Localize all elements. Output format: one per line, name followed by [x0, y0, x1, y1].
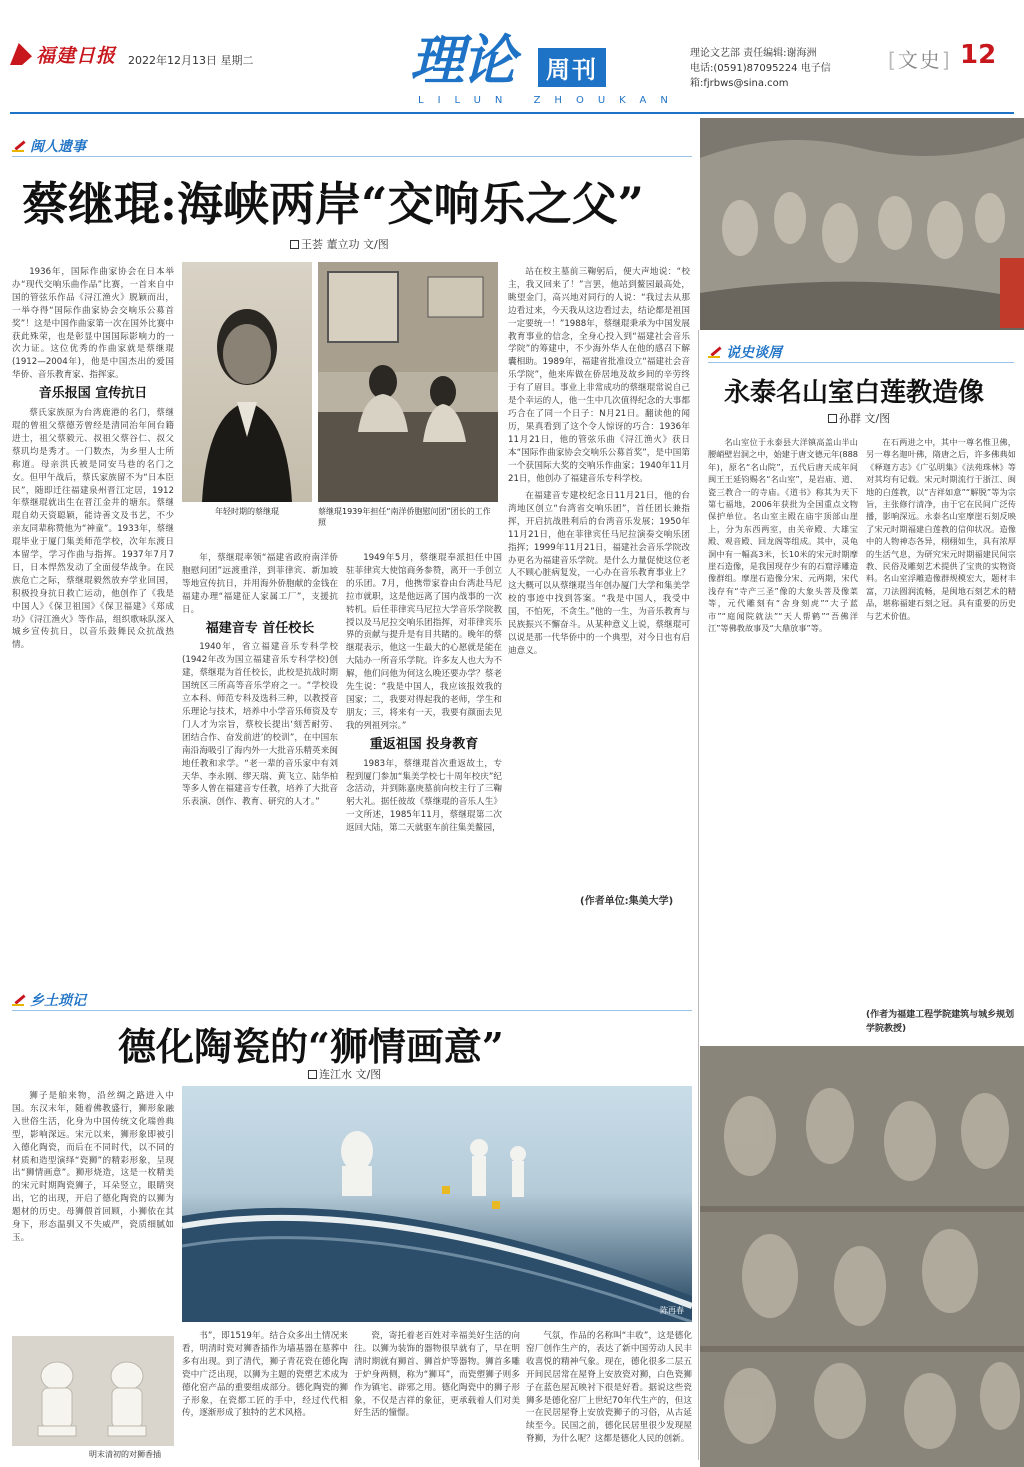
article2-column-1: 名山室位于永泰县大洋镇高盖山半山腰峭壁岩洞之中，始建于唐文德元年(888年)，原名“名山院”，五代后唐天成年间闽王王延钧赐名“名山室”，是岩庙、道、瓷三教合一的寺庙。《道书》称其为天下第七福地，2006年获批为全国重点文物保护单位。名山室主殿在庙宇顶部山崖上，分为东西两室，由关帝殿、大雄宝殿、观音殿、回龙阁等组成。其中，灵龟洞中有一幅高3米，长10米的宋元时期摩崖石造像，是我国现存少有的石窟浮雕造像群组。摩崖石造像分宋、元两期，宋代浅存有“寺产三圣”像的大象头菩及像菜等，元代雕刻有“舍身刻虎”“大子蓝市”“庭闻院就法”“天人帮鹤”“吾佛洋江”等佛教故事及“大鼎放事”等。: [708, 437, 858, 634]
office-caption: 蔡继琨1939年担任“南洋侨胞慰问团”团长的工作照: [318, 507, 491, 527]
column-divider: [698, 330, 699, 1460]
photo-credit: 陈再春: [660, 1306, 684, 1315]
subhead-2: 福建音专 首任校长: [205, 620, 315, 636]
article2-column-2: 在石两进之中，其中一尊名惟卫佛，另一尊名迦叶佛，隋唐之后，许多佛典如《释迦方志》《广弘明集》《法苑珠林》等对其均有记载。宋元时期流行于浙江、闽地的白莲教，以“吉祥如意”“解脱”等为宗旨，主张修行清净，由于它在民间广泛传播，影响深远。永泰名山室摩崖石刻反映了宋元时期福建白莲教的信仰状况。造像中的人物神态各异，栩栩如生，具有浓厚的生活气息，为研究宋元时期福建民间宗教、民俗及雕刻艺术提供了宝贵的实物资料。名山室浮雕造像群规模宏大，题材丰富，刀法圆润流畅，是闽地石刻艺术的精品，堪称福建石刻之冠。具有重要的历史与艺术价值。: [866, 437, 1016, 621]
article3-headline: 德化陶瓷的“狮情画意”: [118, 1024, 504, 1069]
lion-incense-holder-art: [12, 1336, 174, 1446]
article1-column-3: 1949年5月，蔡继琨奉派担任中国驻菲律宾大使馆商务参赞，离开一手创立的乐团。7月，他携带家眷由台湾赴马尼拉市就职，这是他远离了国内战事的一次转机。后任菲律宾马尼拉大学音乐学院教授以及马尼拉交响乐团指挥，对菲律宾乐界的贡献与提升是有目共睹的。晚年的蔡继琨表示，他这一生最大的心愿就是能在大陆办一所音乐学院。许多友人也大为不解，他们问他为何这么晚还要办学？蔡老先生说：“我是中国人，我应该报效我的国家；二，我要对得起我的老师，学生和朋友；三，将来有一天，我要有颜面去见我的列祖列宗。” 重返祖国 投身教育 1983年，蔡继琨首次重返故土，专程到厦门参加“集美学校七十周年校庆”纪念活动，并到陈嘉庚墓前向校主行了三鞠躬大礼。据任彼故《蔡继琨的音乐人生》一文所述，1985年11月，蔡继琨第二次返回大陆，第二天就驱车前往集美鳌园，: [346, 553, 502, 834]
column-tag-2: [708, 342, 782, 362]
article3-column-4: 气氛，作品的名称叫“丰收”，这是德化窑厂创作生产的，表达了新中国劳动人民丰收喜悦的精神气象。现在，德化很多二层五开间民居常在屋脊上安放瓷对狮，白色瓷狮子在蓝色屋瓦映衬下很是好看。据说这些瓷狮多是德化窑厂上世纪70年代生产的，但这一在民居屋脊上安放瓷狮子的习俗，从古延续至今。民国之前，德化民居里很少发现屋脊狮，为什么呢？这都是德化人民的创新。: [526, 1331, 692, 1445]
section-pinyin: LILUN ZHOUKAN: [418, 95, 682, 106]
subhead-1: 音乐报国 宣传抗日: [38, 386, 148, 402]
lion-incense-caption: 明末清初的对狮香插: [89, 1450, 161, 1459]
dateline: 2022年12月13日 星期二: [128, 54, 254, 67]
masthead-rule: [10, 112, 1014, 114]
rock-carving-photo-top: [700, 118, 1024, 330]
column-tag-label: 乡土琐记: [30, 993, 86, 1009]
rock-carving-art-bottom: [700, 1046, 1024, 1467]
article1-headline: 蔡继琨:海峡两岸“交响乐之父”: [22, 177, 644, 231]
column-tag-label: 闽人遗事: [30, 139, 86, 155]
subhead-3: 重返祖国 投身教育: [369, 736, 479, 752]
pen-icon: [708, 345, 722, 359]
logo-flag-icon: [10, 43, 32, 65]
portrait-photo: [182, 262, 312, 502]
office-photo: [318, 262, 498, 502]
section-title: [410, 18, 650, 92]
editor-line-2: 电话:(0591)87095224 电子信箱:fjrbws@sina.com: [690, 63, 831, 89]
logo-text: 福建日报: [36, 44, 117, 67]
portrait-caption: 年轻时期的蔡继琨: [215, 507, 279, 516]
roof-lion-photo: [182, 1086, 692, 1322]
portrait-photo-art: [182, 262, 312, 502]
article3-column-2: 书”，即1519年。结合众多出土情况来看，明清时瓷对狮香插作为墙基器在墓葬中多有出现。到了清代，狮子青花瓷在德化陶瓷中广泛出现，以狮为主题的瓷塑艺术成为德化窑产品的重要组成部分。德化陶瓷的狮子形象，在瓷都工匠的手中，经过代代相传，逐渐形成了独特的艺术风格。: [182, 1331, 348, 1419]
tag-rule: [12, 156, 692, 157]
article2-headline: 永泰名山室白莲教造像: [724, 378, 985, 408]
rock-carving-art-top: [700, 118, 1024, 330]
pen-icon: [12, 993, 26, 1007]
pen-icon: [12, 139, 26, 153]
page-category: [文史]: [888, 48, 952, 72]
section-title-big: 理论: [410, 28, 514, 92]
editor-line-1: 理论文艺部 责任编辑:谢海洲: [690, 48, 817, 59]
byline-box-icon: [290, 240, 299, 249]
article1-byline: 王荟 董立功 文/图: [290, 236, 389, 252]
newspaper-logo: [10, 40, 130, 68]
article3-column-1: 狮子是舶来物，沿丝绸之路进入中国。东汉末年，随着佛教盛行，狮形象融入世俗生活，化身为中国传统文化瑞兽典型，影响深远。宋元以来，狮形象即被引入德化陶瓷，而后在不同时代，以不同的材质和造型演绎“瓷狮”的精彩形象，呈现出“狮情画意”。狮形烧造，这是一枚精美的宋元时期陶瓷狮子，耳朵竖立，眼睛突出，它的出现，开启了德化陶瓷的以狮为题材的历史。母狮偎首回顾，小狮依在其身下，形态温驯又不失威严，瓷质细腻如玉。: [12, 1091, 174, 1243]
byline-box-icon: [308, 1070, 317, 1079]
article2-author-note: (作者为福建工程学院建筑与城乡规划学院教授): [866, 1010, 1015, 1034]
page-number: 12: [960, 40, 997, 70]
article3-byline: 连江水 文/图: [308, 1066, 381, 1082]
article1-column-5: 在福建音专建校纪念日11月21日，他的台湾地区创立“台湾省交响乐团”，首任团长兼指挥，开启抗战胜利后的台湾音乐发展；1950年11月21日，他在菲律宾任马尼拉演奏交响乐团指挥；1999年11月21日，福建社会音乐学院改办更名为福建音乐学院。是什么力量促使这位老人不顾心脏病复发，一心办在音乐教育事业上？这大概可以从蔡继琨当年创办厦门大学和集美学校的事迹中找到答案。“我是中国人，我受中国，不怕死，不贪生。”他的一生，为音乐教育与民族振兴不懈奋斗。从某种意义上说，蔡继琨可以说是那一代华侨中的一个典型，对今日也有启迪意义。: [508, 491, 690, 656]
section-title-box: 周刊: [538, 48, 606, 87]
office-photo-art: [318, 262, 498, 502]
byline-box-icon: [828, 414, 837, 423]
editor-info: [690, 46, 890, 91]
tag-rule: [12, 1010, 692, 1011]
roof-lion-art: [182, 1086, 692, 1322]
article2-byline: 孙群 文/图: [828, 410, 890, 426]
article3-column-3: 瓷，寄托着老百姓对幸福美好生活的向往。以狮为装饰的器物很早就有了，早在明清时期就有狮首、狮首炉等器物。狮首多雕于炉身两侧，称为“狮耳”，而瓷塑狮子则多作为镇宅、辟邪之用。德化陶瓷中的狮子形象，不仅是吉祥的象征，更承载着人们对美好生活的憧憬。: [354, 1331, 520, 1419]
column-tag-3: [12, 990, 86, 1010]
article1-column-4: 站在校主墓前三鞠躬后，便大声地说：“校主，我又回来了！”言罢，他站到鳌园最高处，眺望金门，高兴地对同行的人说：“我过去从那边看过来，今天我从这边看过去，结论都是祖国一定要统一！”1988年，蔡继琨秉承为中国发展教育事业的信念，全身心投入到“福建社会音乐学院”的筹建中，不少海外华人在他的感召下解囊相助。1989年，福建省批准设立“福建社会音乐学院”，他来库做在侨居地及故乡间的辛劳终于有了眉目。事业上非常成功的蔡继琨常说自己是个幸运的人，他一生中几次值得纪念的大事都巧合在了同一个日子：N月21日。翻读他的闻历，果真看到了这个令人惊讶的巧合：1936年11月21日，他的管弦乐曲《浔江渔火》获日本“国际作曲家协会交响乐公募首奖”，是中国第一个获国际大奖的交响乐作曲家；1940年11月21日，他创办了福建音乐专科学校。: [508, 267, 690, 484]
article1-column-2: 年，蔡继琨率领“福建省政府南洋侨胞慰问团”远渡重洋，到菲律宾、新加坡等地宣传抗日，并用海外侨胞献的金钱在福建办理“福建征人家属工厂”，支援抗日。 福建音专 首任校长 1940年，省立福建音乐专科学校(1942年改为国立福建音乐专科学校)创建，蔡继琨为首任校长，此校是抗战时期国统区三所高等音乐学府之一。“学校设立本科、师范专科及选科三种，以教授音乐理论与技术，培养中小学音乐师资及专门人才为宗旨，蔡校长提出‘刻苦耐劳、团结合作、奋发前进’的校训”，在中国东南沿海吸引了海内外一大批音乐精英来闽地任教和求学。“老一辈的音乐家中有刘天华、李永刚、缪天瑞、黄飞立、陆华柏等多人曾在福建音专任教，培养了大批音乐表演、创作、教育、研究的人才。”: [182, 553, 338, 808]
page-category-label: 文史: [897, 48, 942, 72]
rock-carving-photo-bottom: [700, 1046, 1024, 1467]
tag-rule: [708, 362, 1014, 363]
column-tag-label: 说史谈屑: [726, 345, 782, 361]
column-tag-1: [12, 136, 86, 156]
article1-column-1: 1936年，国际作曲家协会在日本举办“现代交响乐曲作品”比赛，一首来自中国的管弦乐作品《浔江渔火》脱颖而出，一举夺得“国际作曲家协会交响乐公募首奖”！这是中国作曲家第一次在国外比赛中获此殊荣，也是彰显中国国际影响力的一次力证。这位优秀的作曲家就是蔡继琨(1912—2004年)，他是中国杰出的爱国华侨、音乐教育家、指挥家。 音乐报国 宣传抗日 蔡氏家族原为台湾鹿港的名门，蔡继琨的曾祖父蔡德芳曾经是清同治年间台籍进士，祖父蔡毅元、叔祖父蔡谷仁、叔父蔡玑均是秀才。一门数杰，为乡里人士所称道。母亲洪氏被是同安马巷的名门之女。但甲午战后，蔡氏家族留不为“日本臣民”，随即迁往福建泉州晋江定居，1912年蔡继琨就出生在晋江金井的塘东。蔡继琨自幼天资聪颖，能诗善文及书艺，不少亲友同辈称赞他为“神童”。1933年，蔡继琨毕业于厦门集美师范学校，次年东渡日本留学，学习作曲与指挥。1937年7月7日，日本悍然发动了全面侵华战争。在民族危亡之际，蔡继琨毅然放弃学业回国，积极投身抗日救亡运动，他创作了《我是中国人》《保卫祖国》《保卫福建》《郑成功》《浔江渔火》等作品，组织歌咏队深入城乡宣传抗日，以音乐鼓舞民众抗战热情。: [12, 267, 174, 651]
lion-incense-holder-photo: [12, 1336, 174, 1446]
article1-author-note: (作者单位:集美大学): [580, 896, 674, 907]
